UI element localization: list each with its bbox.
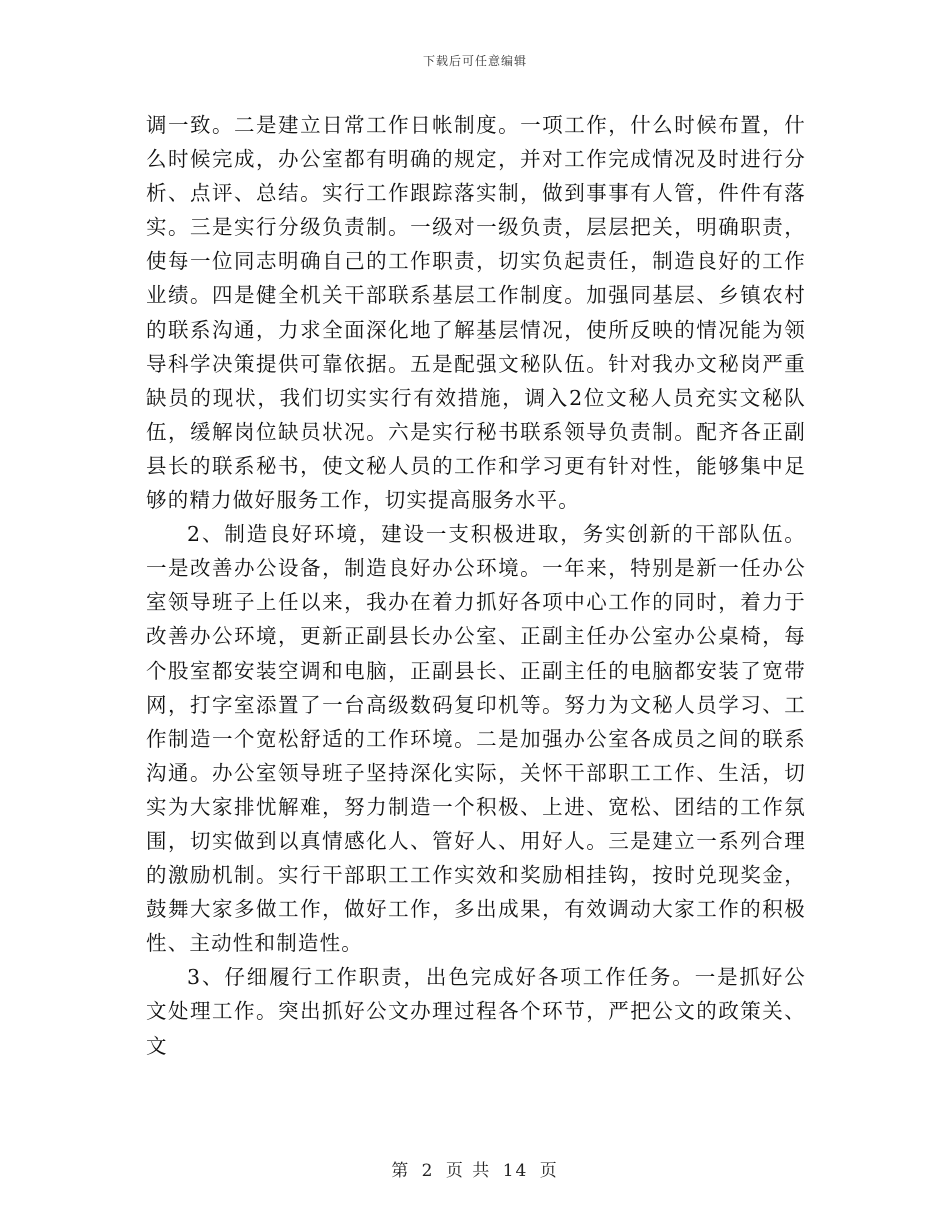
footer-prefix: 第 — [391, 1161, 411, 1181]
paragraph-1: 调一致。二是建立日常工作日帐制度。一项工作，什么时候布置，什么时候完成，办公室都有明确的规定，并对工作完成情况及时进行分析、点评、总结。实行工作跟踪落实制，做到事事有人管，件件有落实。三是实行分级负责制。一级对一级负责，层层把关，明确职责，使每一位同志明确自己的工作职责，切实负起责任，制造良好的工作业绩。四是健全机关干部联系基层工作制度。加强同基层、乡镇农村的联系沟通，力求全面深化地了解基层情况，使所反映的情况能为领导科学决策提供可靠依据。五是配强文秘队伍。针对我办文秘岗严重缺员的现状，我们切实实行有效措施，调入2位文秘人员充实文秘队伍，缓解岗位缺员状况。六是实行秘书联系领导负责制。配齐各正副县长的联系秘书，使文秘人员的工作和学习更有针对性，能够集中足够的精力做好服务工作，切实提高服务水平。 — [146, 113, 806, 513]
paragraph-2: 2、制造良好环境，建设一支积极进取，务实创新的干部队伍。一是改善办公设备，制造良好办公环境。一年来，特别是新一任办公室领导班子上任以来，我办在着力抓好各项中心工作的同时，着力于改善办公环境，更新正副县长办公室、正副主任办公室办公桌椅，每个股室都安装空调和电脑，正副县长、正副主任的电脑都安装了宽带网，打字室添置了一台高级数码复印机等。努力为文秘人员学习、工作制造一个宽松舒适的工作环境。二是加强办公室各成员之间的联系沟通。办公室领导班子坚持深化实际，关怀干部职工工作、生活，切实为大家排忧解难，努力制造一个积极、上进、宽松、团结的工作氛围，切实做到以真情感化人、管好人、用好人。三是建立一系列合理的激励机制。实行干部职工工作实效和奖励相挂钩，按时兑现奖金，鼓舞大家多做工作，做好工作，多出成果，有效调动大家工作的积极性、主动性和制造性。 — [146, 522, 806, 956]
footer-page-number: 2 — [421, 1161, 435, 1181]
page-header: 下载后可任意编辑 — [422, 54, 527, 68]
footer-middle: 页 共 — [445, 1161, 492, 1181]
footer-total-pages: 14 — [502, 1161, 529, 1181]
paragraph-3: 3、仔细履行工作职责，出色完成好各项工作任务。一是抓好公文处理工作。突出抓好公文办理过程各个环节，严把公文的政策关、文 — [146, 965, 806, 1058]
page-footer — [0, 1156, 950, 1181]
footer-suffix: 页 — [539, 1161, 559, 1181]
document-body — [146, 108, 806, 1063]
